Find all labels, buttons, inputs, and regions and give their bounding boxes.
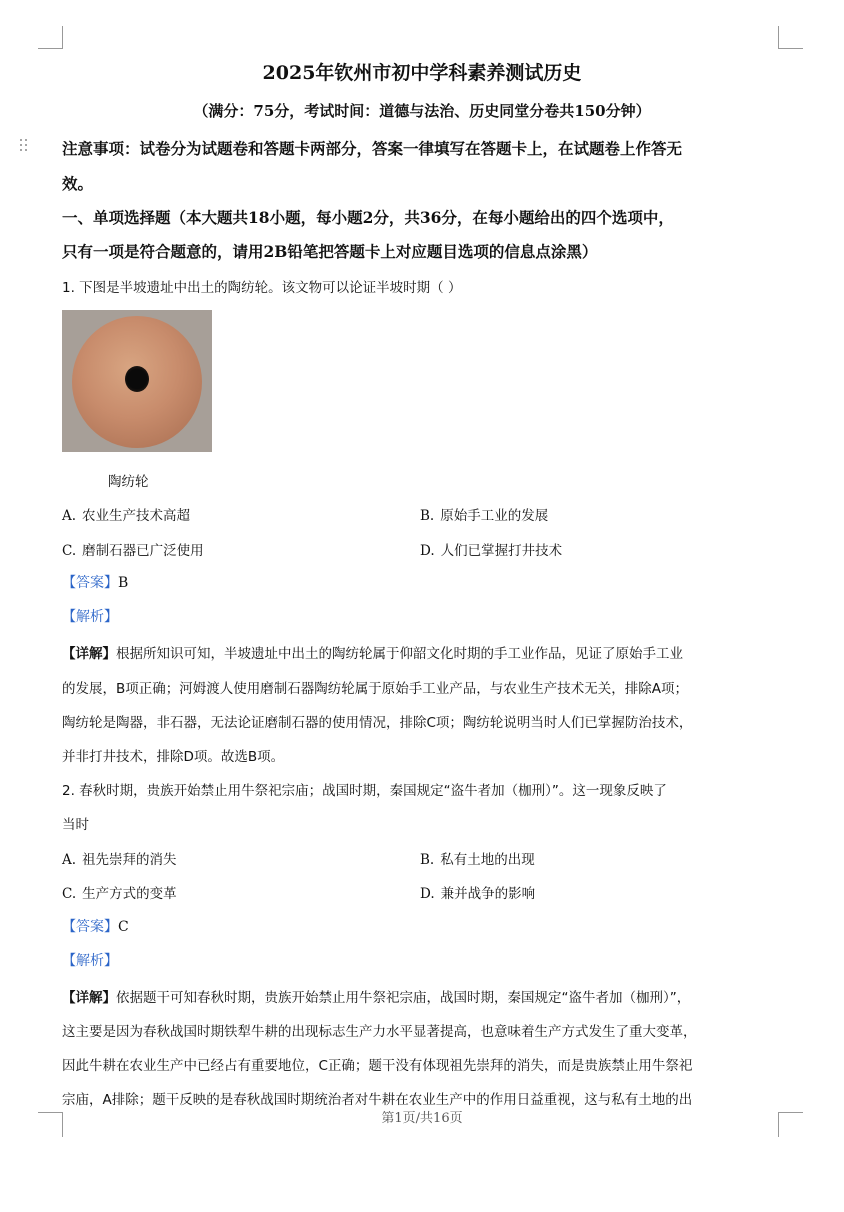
option-letter: A.: [62, 852, 77, 868]
q1-option-d: [420, 539, 562, 559]
detail-text: 根据所知识可知，半坡遗址中出土的陶纺轮属于仰韶文化时期的手工业作品，见证了原始手工业: [116, 646, 683, 662]
section-heading-line-2: 只有一项是符合题意的，请用2B铅笔把答题卡上对应题目选项的信息点涂黑）: [62, 242, 598, 261]
q2-option-a: [62, 848, 177, 868]
option-letter: B.: [420, 852, 435, 868]
section-heading-line-1: 一、单项选择题（本大题共18小题，每小题2分，共36分，在每小题给出的四个选项中，: [62, 208, 674, 227]
detail-label: 【详解】: [62, 990, 116, 1006]
q1-option-a: [62, 504, 190, 524]
q1-detail-line-2: 的发展，B项正确；河姆渡人使用磨制石器陶纺轮属于原始手工业产品，与农业生产技术无关，排除A项；: [62, 681, 688, 697]
q1-option-b: [420, 504, 548, 524]
option-text: 兼并战争的影响: [440, 886, 536, 902]
q2-detail-line-4: 宗庙，A排除；题干反映的是春秋战国时期统治者对牛耕在农业生产中的作用日益重视，这与私有土地的出: [62, 1092, 693, 1108]
detail-text: 依据题干可知春秋时期，贵族开始禁止用牛祭祀宗庙，战国时期，秦国规定“盗牛者加（枷刑）”，: [116, 990, 691, 1006]
option-letter: D.: [420, 543, 435, 559]
page-number: 第1页/共16页: [381, 1111, 463, 1126]
answer-label: 【答案】: [62, 575, 118, 591]
option-text: 生产方式的变革: [82, 886, 177, 902]
notice-line-2: 效。: [62, 174, 94, 193]
q1-detail-line-1: [62, 642, 683, 662]
q2-option-c: [62, 882, 177, 902]
q2-option-d: [420, 882, 535, 902]
answer-value: B: [118, 575, 129, 591]
drag-handle-icon[interactable]: [18, 138, 30, 154]
option-letter: D.: [420, 886, 435, 902]
q2-option-b: [420, 848, 535, 868]
q1-analysis-label: 【解析】: [62, 609, 118, 625]
option-letter: A.: [62, 508, 77, 524]
question-1-stem: 1. 下图是半坡遗址中出土的陶纺轮。该文物可以论证半坡时期（ ）: [62, 280, 462, 296]
option-text: 原始手工业的发展: [440, 508, 549, 524]
option-text: 祖先崇拜的消失: [82, 852, 177, 868]
option-letter: C.: [62, 543, 77, 559]
spindle-whorl-image: [62, 310, 212, 452]
q2-detail-line-2: 这主要是因为春秋战国时期铁犁牛耕的出现标志生产力水平显著提高，也意味着生产方式发生了重大变革，: [62, 1024, 697, 1040]
answer-label: 【答案】: [62, 919, 118, 935]
q1-detail-line-3: 陶纺轮是陶器，非石器，无法论证磨制石器的使用情况，排除C项；陶纺轮说明当时人们已掌握防治技术，: [62, 715, 693, 731]
document-title: 2025年钦州市初中学科素养测试历史: [262, 62, 582, 84]
question-2-stem-line-1: 2. 春秋时期，贵族开始禁止用牛祭祀宗庙；战国时期，秦国规定“盗牛者加（枷刑）”。这一现象反映了: [62, 783, 667, 799]
image-caption: 陶纺轮: [108, 474, 149, 490]
option-letter: B.: [420, 508, 435, 524]
option-text: 人们已掌握打井技术: [440, 543, 563, 559]
option-letter: C.: [62, 886, 77, 902]
q1-option-c: [62, 539, 204, 559]
question-2-stem-line-2: 当时: [62, 817, 89, 833]
q2-analysis-label: 【解析】: [62, 953, 118, 969]
crop-mark-top-right: [778, 26, 803, 49]
q1-answer: [62, 572, 128, 592]
answer-value: C: [118, 919, 129, 935]
detail-label: 【详解】: [62, 646, 116, 662]
q2-answer: [62, 916, 129, 936]
notice-line-1: 注意事项：试卷分为试题卷和答题卡两部分，答案一律填写在答题卡上，在试题卷上作答无: [62, 139, 683, 158]
option-text: 农业生产技术高超: [82, 508, 191, 524]
option-text: 磨制石器已广泛使用: [82, 543, 204, 559]
option-text: 私有土地的出现: [440, 852, 535, 868]
crop-mark-top-left: [38, 26, 63, 49]
q1-detail-line-4: 并非打井技术，排除D项。故选B项。: [62, 749, 285, 765]
q2-detail-line-3: 因此牛耕在农业生产中已经占有重要地位，C正确；题干没有体现祖先崇拜的消失，而是贵族禁止用牛祭祀: [62, 1058, 693, 1074]
q2-detail-line-1: [62, 986, 690, 1006]
spindle-whorl-hole: [125, 366, 149, 392]
document-subtitle: （满分：75分，考试时间：道德与法治、历史同堂分卷共150分钟）: [193, 102, 651, 120]
